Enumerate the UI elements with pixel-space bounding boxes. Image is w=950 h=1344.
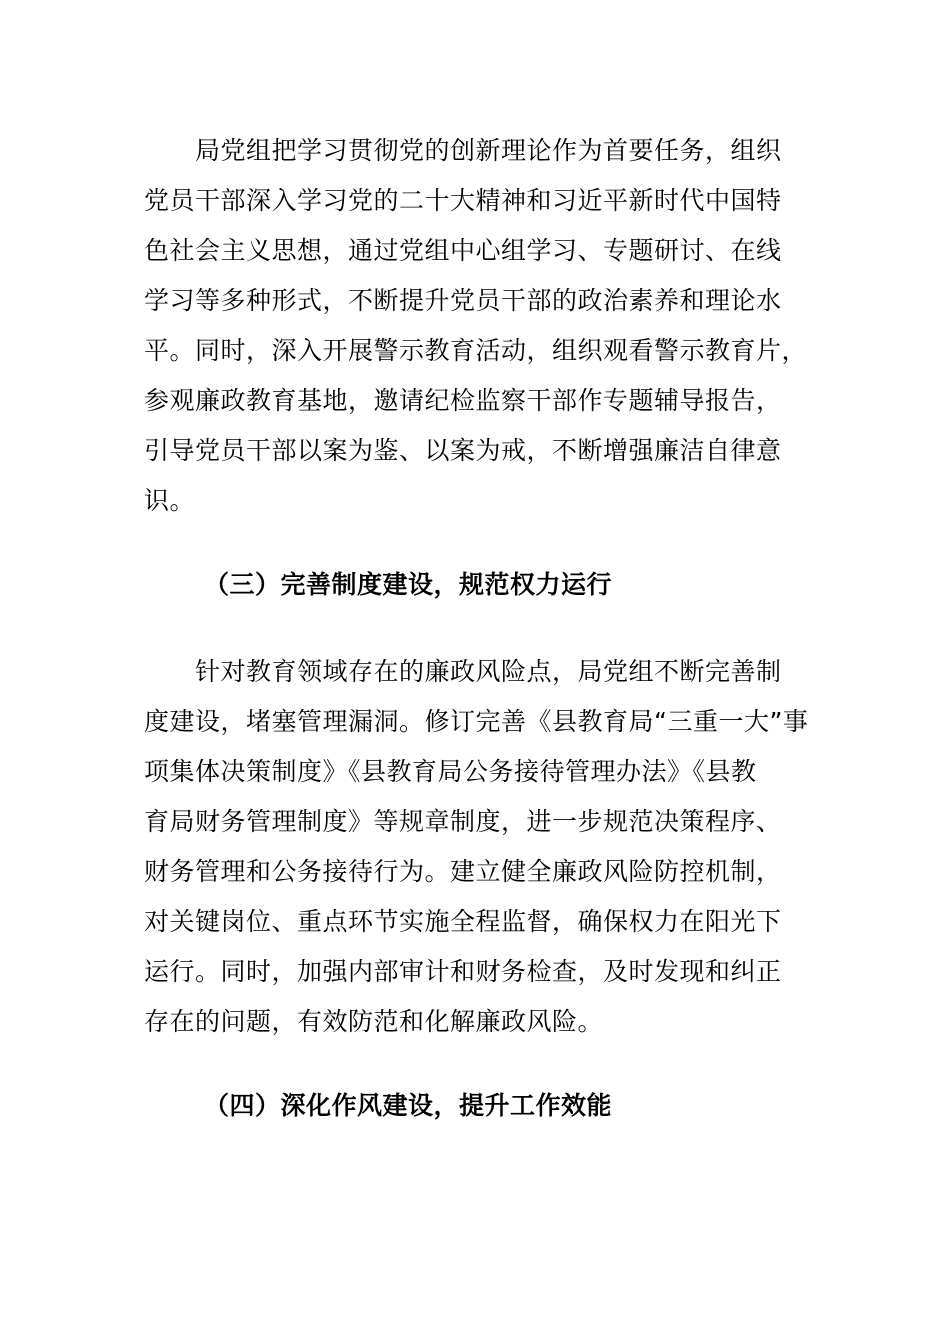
paragraph-line: 局党组把学习贯彻党的创新理论作为首要任务，组织 (195, 136, 782, 165)
paragraph-line: 财务管理和公务接待行为。建立健全廉政风险防控机制， (144, 857, 782, 886)
paragraph-line: 学习等多种形式，不断提升党员干部的政治素养和理论水 (144, 286, 782, 315)
paragraph-line: 针对教育领域存在的廉政风险点，局党组不断完善制 (195, 657, 782, 686)
paragraph-line: 存在的问题，有效防范和化解廉政风险。 (144, 1007, 604, 1036)
paragraph-line: 色社会主义思想，通过党组中心组学习、专题研讨、在线 (144, 236, 782, 265)
paragraph-line: 度建设，堵塞管理漏洞。修订完善《县教育局“三重一大”事 (144, 707, 809, 736)
paragraph-line: 引导党员干部以案为鉴、以案为戒，不断增强廉洁自律意 (144, 436, 782, 465)
paragraph-line: 党员干部深入学习党的二十大精神和习近平新时代中国特 (144, 186, 782, 215)
section-heading-4: （四）深化作风建设，提升工作效能 (204, 1091, 613, 1120)
paragraph-line: 项集体决策制度》《县教育局公务接待管理办法》《县教 (144, 757, 757, 786)
section-heading-3: （三）完善制度建设，规范权力运行 (204, 570, 613, 599)
paragraph-line: 平。同时，深入开展警示教育活动，组织观看警示教育片， (144, 336, 808, 365)
paragraph-line: 识。 (144, 486, 196, 515)
paragraph-line: 对关键岗位、重点环节实施全程监督，确保权力在阳光下 (144, 907, 782, 936)
paragraph-line: 参观廉政教育基地，邀请纪检监察干部作专题辅导报告， (144, 386, 782, 415)
paragraph-line: 运行。同时，加强内部审计和财务检查，及时发现和纠正 (144, 957, 782, 986)
paragraph-line: 育局财务管理制度》等规章制度，进一步规范决策程序、 (144, 807, 782, 836)
